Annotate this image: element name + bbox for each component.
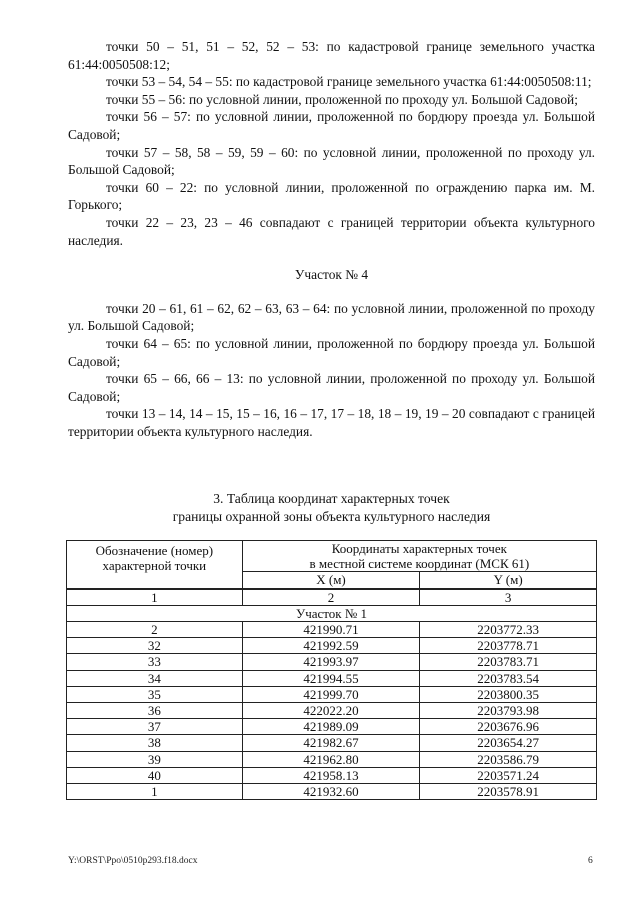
- footer-file-path: Y:\ORST\Ppo\0510p293.f18.docx: [68, 856, 198, 866]
- table-caption-line: границы охранной зоны объекта культурного наследия: [172, 509, 491, 524]
- paragraph: точки 22 – 23, 23 – 46 совпадают с границей территории объекта культурного наследия.: [68, 214, 595, 248]
- y-cell: 2203772.33: [420, 622, 597, 638]
- y-cell: 2203676.96: [420, 719, 597, 735]
- paragraph: точки 55 – 56: по условной линии, проложенной по проходу ул. Большой Садовой;: [106, 91, 578, 107]
- header-coords-system: в местной системе координат (МСК 61): [242, 556, 596, 572]
- y-cell: 2203571.24: [420, 767, 597, 783]
- point-cell: 33: [67, 654, 243, 670]
- table-row: [67, 735, 597, 751]
- coordinates-table: [66, 540, 597, 800]
- column-numbering-row: [67, 589, 597, 606]
- point-cell: 38: [67, 735, 243, 751]
- header-x: X (м): [242, 572, 420, 589]
- paragraph: точки 50 – 51, 51 – 52, 52 – 53: по кадастровой границе земельного участка 61:44:0050508:12;: [68, 39, 595, 72]
- footer-page-number: 6: [588, 856, 593, 866]
- point-cell: 1: [67, 784, 243, 800]
- table-row: [67, 751, 597, 767]
- x-cell: 421992.59: [242, 638, 420, 654]
- point-cell: 32: [67, 638, 243, 654]
- point-cell: 37: [67, 719, 243, 735]
- column-number: 1: [67, 589, 243, 606]
- y-cell: 2203783.71: [420, 654, 597, 670]
- table-row: [67, 686, 597, 702]
- table-row: [67, 784, 597, 800]
- paragraph: точки 60 – 22: по условной линии, проложенной по ограждению парка им. М. Горького;: [68, 179, 595, 213]
- y-cell: 2203778.71: [420, 638, 597, 654]
- section-label: Участок № 1: [67, 605, 597, 621]
- table-header-row: [67, 541, 597, 557]
- column-number: 3: [420, 589, 597, 606]
- header-y: Y (м): [420, 572, 597, 589]
- body-text: [68, 38, 595, 440]
- paragraph: точки 57 – 58, 58 – 59, 59 – 60: по условной линии, проложенной по проходу ул. Большой Садовой;: [68, 144, 595, 178]
- paragraph: точки 13 – 14, 14 – 15, 15 – 16, 16 – 17, 17 – 18, 18 – 19, 19 – 20 совпадают с границей территории объекта культурного наследия.: [68, 406, 595, 439]
- y-cell: 2203654.27: [420, 735, 597, 751]
- point-cell: 35: [67, 686, 243, 702]
- x-cell: 422022.20: [242, 703, 420, 719]
- paragraph: точки 53 – 54, 54 – 55: по кадастровой границе земельного участка 61:44:0050508:11;: [106, 74, 592, 90]
- section-heading: Участок № 4: [294, 267, 369, 283]
- paragraphs-top: [68, 38, 595, 249]
- table-caption: [68, 490, 595, 526]
- x-cell: 421962.80: [242, 751, 420, 767]
- table-row: [67, 767, 597, 783]
- header-point-number: Обозначение (номер) характерной точки: [67, 541, 243, 589]
- point-cell: 34: [67, 670, 243, 686]
- table-row: [67, 719, 597, 735]
- table-row: [67, 622, 597, 638]
- y-cell: 2203578.91: [420, 784, 597, 800]
- table-row: [67, 654, 597, 670]
- x-cell: 421932.60: [242, 784, 420, 800]
- x-cell: 421999.70: [242, 686, 420, 702]
- x-cell: 421993.97: [242, 654, 420, 670]
- point-cell: 36: [67, 703, 243, 719]
- point-cell: 39: [67, 751, 243, 767]
- header-coords: Координаты характерных точек: [242, 541, 596, 557]
- x-cell: 421982.67: [242, 735, 420, 751]
- x-cell: 421990.71: [242, 622, 420, 638]
- section-row: [67, 605, 597, 621]
- table-row: [67, 670, 597, 686]
- x-cell: 421958.13: [242, 767, 420, 783]
- point-cell: 2: [67, 622, 243, 638]
- column-number: 2: [242, 589, 420, 606]
- paragraph: точки 56 – 57: по условной линии, проложенной по бордюру проезда ул. Большой Садовой;: [68, 109, 595, 142]
- y-cell: 2203783.54: [420, 670, 597, 686]
- paragraphs-bottom: [68, 300, 595, 441]
- y-cell: 2203586.79: [420, 751, 597, 767]
- table-row: [67, 703, 597, 719]
- paragraph: точки 65 – 66, 66 – 13: по условной линии, проложенной по проходу ул. Большой Садовой;: [68, 371, 595, 404]
- y-cell: 2203800.35: [420, 686, 597, 702]
- table-caption-line: 3. Таблица координат характерных точек: [213, 491, 450, 506]
- y-cell: 2203793.98: [420, 703, 597, 719]
- paragraph: точки 64 – 65: по условной линии, проложенной по бордюру проезда ул. Большой Садовой;: [68, 335, 595, 369]
- point-cell: 40: [67, 767, 243, 783]
- x-cell: 421994.55: [242, 670, 420, 686]
- table-row: [67, 638, 597, 654]
- paragraph: точки 20 – 61, 61 – 62, 62 – 63, 63 – 64: по условной линии, проложенной по проходу ул. Большой Садовой;: [68, 300, 595, 334]
- x-cell: 421989.09: [242, 719, 420, 735]
